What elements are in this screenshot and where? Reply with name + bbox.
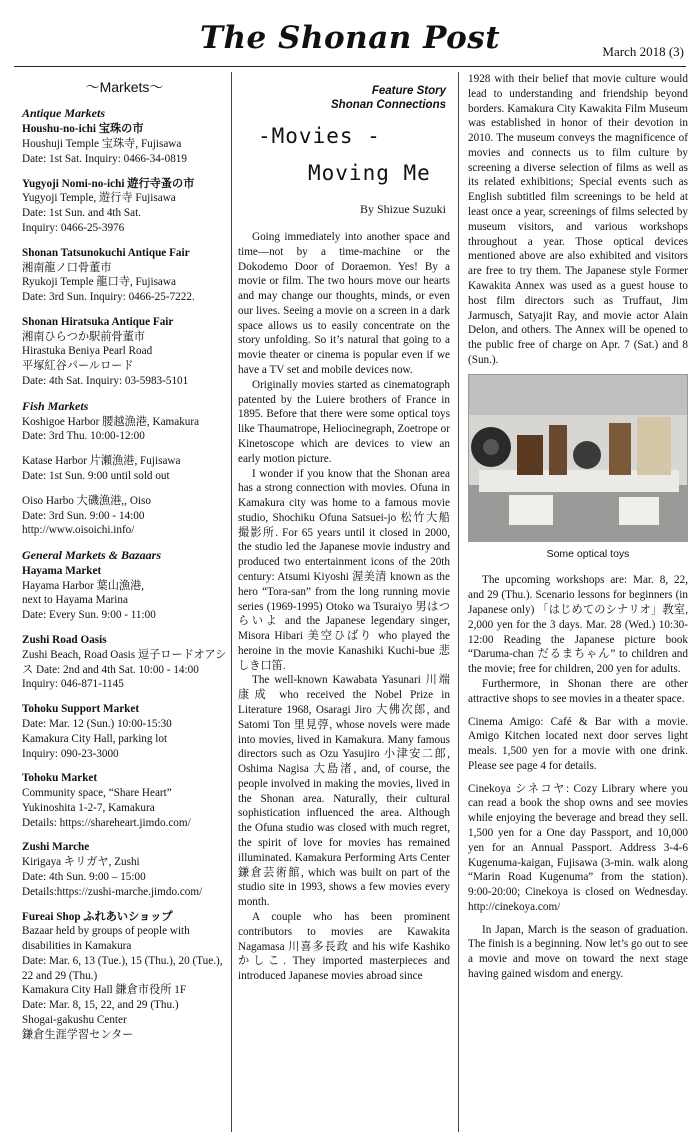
- story-paragraph: Furthermore, in Shonan there are other attractive shops to see movies in a theater space.: [468, 677, 688, 705]
- third-column: [468, 72, 688, 982]
- story-paragraph: In Japan, March is the season of graduation. The finish is a beginning. Now let’s go out to see a movie and move on toward the next stage having gained wisdom and energy.: [468, 923, 688, 981]
- market-section-heading: General Markets & Bazaars: [22, 548, 162, 563]
- story-paragraph: I wonder if you know that the Shonan area has a strong connection with movies. Ofuna in Kamakura city was home to a famous movie studio, Shochiku Ofuna Satsuei-jo 松竹大船撮影所. For 65 years until it closed in 2000, the studio led the Japanese movie industry and produced two entertainment icons of the 20th century: Atsumi Kiyoshi 渥美清 known as the hero “Tora-san” from the long running movie series (1969-1995) Otoko wa Tsuraiyo 男はつらいよ and the Japanese legendary singer, Misora Hibari 美空ひばり who played the heroine in the movie Kanashiki Kuchi-bue 悲しき口笛.: [238, 467, 450, 672]
- market-detail: Inquiry: 046-871-1145: [22, 678, 124, 691]
- market-entry: [22, 633, 227, 692]
- market-detail: Date: Mar. 12 (Sun.) 10:00-15:30: [22, 717, 172, 730]
- market-detail: Date: 3rd Sun. Inquiry: 0466-25-7222.: [22, 291, 195, 304]
- story-paragraph: Originally movies started as cinematograph patented by the Luiere brothers of France in 1895. Before that there were some optical toys like Thaumatrope, Heliocinegraph, Zoetrope or Kinetoscope which are devices to view an early motion picture.: [238, 378, 450, 465]
- photo-caption: Some optical toys: [546, 547, 630, 560]
- paper-name: The Shonan Post: [199, 20, 501, 56]
- column-divider: [458, 72, 459, 1132]
- market-detail: Date: 1st Sat. Inquiry: 0466-34-0819: [22, 152, 187, 165]
- story-paragraph: Cinema Amigo: Café & Bar with a movie. Amigo Kitchen located next door serves light meals. 1,500 yen for a movie with one drink. Please see page 4 for details.: [468, 715, 688, 772]
- market-name: Houshu-no-ichi 宝珠の市: [22, 123, 144, 136]
- market-detail: Details:https://zushi-marche.jimdo.com/: [22, 885, 203, 898]
- market-detail: 鎌倉生涯学習センター: [22, 1028, 134, 1041]
- market-detail: 平塚紅谷パールロード: [22, 360, 134, 373]
- market-detail: Date: 3rd Sun. 9:00 - 14:00: [22, 509, 145, 522]
- masthead: [0, 0, 700, 70]
- market-name: Tohoku Support Market: [22, 703, 140, 716]
- market-entry: [22, 246, 227, 305]
- market-detail: Date: 4th Sat. Inquiry: 03-5983-5101: [22, 375, 189, 388]
- market-detail: next to Hayama Marina: [22, 594, 128, 607]
- feature-kicker-1: Feature Story: [371, 85, 446, 97]
- issue-date: March 2018 (3): [602, 44, 684, 59]
- market-entry: [22, 564, 227, 623]
- market-name: Yugyoji Nomi-no-ichi 遊行寺蚤の市: [22, 177, 195, 190]
- feature-kicker: [238, 84, 446, 113]
- story-paragraph: The upcoming workshops are: Mar. 8, 22, and 29 (Thu.). Scenario lessons for beginners (in Japanese only) 「はじめてのシナリオ」教室, 2,000 yen for the 3 days. Mar. 28 (Wed.) 10:30-12:00 Reading the Japanese picture book “Daruma-chan だるまちゃん” to children and the movie; free for children, 200 yen for adults.: [468, 574, 688, 676]
- market-entry: [22, 910, 227, 1043]
- optical-toys-photo: [468, 374, 688, 542]
- market-entry: [22, 454, 227, 484]
- market-detail: Hirastuka Beniya Pearl Road: [22, 345, 153, 358]
- market-detail: Date: 4th Sun. 9:00 – 15:00: [22, 870, 146, 883]
- market-entry: [22, 122, 227, 166]
- market-detail: Katase Harbor 片瀬漁港, Fujisawa: [22, 455, 181, 468]
- market-entry: [22, 415, 227, 445]
- feature-column: [238, 72, 450, 984]
- market-detail: Inquiry: 090-23-3000: [22, 747, 119, 760]
- market-detail: 湘南龍ノ口骨董市: [22, 261, 112, 274]
- market-detail: Zushi Beach, Road Oasis 逗子ロードオアシス Date: 2nd and 4th Sat. 10:00 - 14:00: [22, 648, 227, 676]
- market-detail: Hayama Harbor 葉山漁港,: [22, 579, 145, 592]
- market-detail: Inquiry: 0466-25-3976: [22, 221, 125, 234]
- market-detail: Bazaar held by groups of people with disabilities in Kamakura: [22, 925, 190, 953]
- market-detail: 湘南ひらつか駅前骨董市: [22, 330, 145, 343]
- market-detail: Houshuji Temple 宝珠寺, Fujisawa: [22, 138, 182, 151]
- story-paragraph: A couple who has been prominent contributors to movies are Kawakita Nagamasa 川喜多長政 and his wife Kashiko かしこ. They imported masterpieces and introduced Japanese movies abroad since: [238, 910, 450, 983]
- markets-list: [22, 106, 227, 1042]
- market-name: Zushi Marche: [22, 841, 90, 854]
- market-name: Shonan Tatsunokuchi Antique Fair: [22, 246, 190, 259]
- byline: By Shizue Suzuki: [360, 202, 446, 217]
- market-detail: Date: 1st Sun. 9:00 until sold out: [22, 469, 170, 482]
- market-detail: Koshigoe Harbor 腰越漁港, Kamakura: [22, 415, 200, 428]
- market-entry: [22, 702, 227, 761]
- market-entry: [22, 771, 227, 830]
- market-detail: Details: https://shareheart.jimdo.com/: [22, 816, 191, 829]
- market-detail: Date: 3rd Thu. 10:00-12:00: [22, 430, 145, 443]
- market-name: Fureai Shop ふれあいショップ: [22, 910, 173, 923]
- markets-title: 〜Markets〜: [85, 79, 164, 95]
- market-detail: Date: Mar. 8, 15, 22, and 29 (Thu.): [22, 999, 179, 1012]
- story-paragraph: Going immediately into another space and time—not by a time-machine or the Dokodemo Door of Doraemon. Yes! By a movie or film. The two hours move our hearts and may change our thoughts, minds, or even our lives. Seeing a movie on a screen in a dark space allows us to easily concentrate on the story unfolding. So it’s natural that going to a movie theater or cinema is popular even if we have a TV set and mobile devices now.: [238, 231, 450, 377]
- story-paragraph: The well-known Kawabata Yasunari 川端康成 who received the Nobel Prize in Literature 1968, Osaragi Jiro 大佛次郎, and Satomi Ton 里見弴, whose novels were made into movies, lived in Kamakura. Many famous directors such as Ozu Yasujiro 小津安二郎, Oshima Nagisa 大島渚, and, of course, the people involved in making the movies, lived in the Shonan area. Naturally, their cultural sophistication influenced the area. Although the Ofuna studio was closed with much regret, the spirit of love for movies has remained illuminated. Kamakura Performing Arts Center 鎌倉芸術館, which was built on part of the studio site in 1993, shows a few movies every month.: [238, 674, 450, 909]
- story-title: -Movies -: [258, 123, 381, 148]
- market-detail: Kamakura City Hall, parking lot: [22, 732, 168, 745]
- market-entry: [22, 494, 227, 538]
- market-section-heading: Antique Markets: [22, 106, 106, 121]
- story-subtitle: Moving Me: [308, 161, 431, 186]
- masthead-rule: [14, 66, 686, 67]
- market-detail: Ryukoji Temple 龍口寺, Fujisawa: [22, 276, 176, 289]
- story-paragraph: 1928 with their belief that movie culture would lead to understanding and friendship beyond borders. Kamakura City Kawakita Film Museum was established in honor of their devotion in 2010. The museum conveys the magnificence of movies and connects us to film culture by screening a diverse selection of films as well as its related exhibitions; Special events such as English subtitled film screenings to be held at least once a year, screenings of films selected by museum visitors, and various workshops throughout a year. Those optical devices mentioned above are also exhibited and visitors are free to try them. The Japanese style Former Kawakita Annex was used as a guest house to host film directors such as Truffaut, Jim Jarmusch, Satyajit Ray, and movie actor Alain Delon, and others. The Annex will be opened to the public free of charge on Apr. 7 (Sat.) and 8 (Sun.).: [468, 73, 688, 366]
- market-name: Tohoku Market: [22, 772, 98, 785]
- market-detail: Kamakura City Hall 鎌倉市役所 1F: [22, 984, 187, 997]
- market-detail: Yukinoshita 1-2-7, Kamakura: [22, 801, 155, 814]
- market-section-heading: Fish Markets: [22, 398, 89, 413]
- market-detail: Community space, “Share Heart”: [22, 787, 172, 800]
- market-detail: Shogai-gakushu Center: [22, 1014, 127, 1027]
- market-detail: Date: Mar. 6, 13 (Tue.), 15 (Thu.), 20 (Tue.), 22 and 29 (Thu.): [22, 954, 223, 982]
- market-entry: [22, 177, 227, 236]
- market-detail: Date: Every Sun. 9:00 - 11:00: [22, 609, 156, 622]
- markets-column: [22, 72, 227, 1053]
- market-name: Shonan Hiratsuka Antique Fair: [22, 315, 174, 328]
- market-detail: http://www.oisoichi.info/: [22, 524, 135, 537]
- market-name: Hayama Market: [22, 564, 102, 577]
- market-detail: Date: 1st Sun. and 4th Sat.: [22, 207, 142, 220]
- feature-kicker-2: Shonan Connections: [331, 99, 446, 112]
- market-detail: Kirigaya キリガヤ, Zushi: [22, 856, 140, 869]
- market-detail: Yugyoji Temple, 遊行寺 Fujisawa: [22, 192, 176, 205]
- story-paragraph: Cinekoya シネコヤ: Cozy Library where you can read a book the shop owns and see movies while enjoying the beverage and bread they sell. 1,500 yen for a One day Passport, and 10,000 yen for an Annual Passport. Address 3-4-6 Kugenuma-kaigan, Fujisawa (3-min. walk along “Marin Road Kugenuma” from the station). 9:00-20:00; Cinekoya is closed on Wednesday. http://cinekoya.com/: [468, 782, 688, 913]
- market-name: Zushi Road Oasis: [22, 634, 107, 647]
- market-detail: Oiso Harbo 大磯漁港,, Oiso: [22, 494, 151, 507]
- market-entry: [22, 315, 227, 389]
- column-divider: [231, 72, 232, 1132]
- market-entry: [22, 840, 227, 899]
